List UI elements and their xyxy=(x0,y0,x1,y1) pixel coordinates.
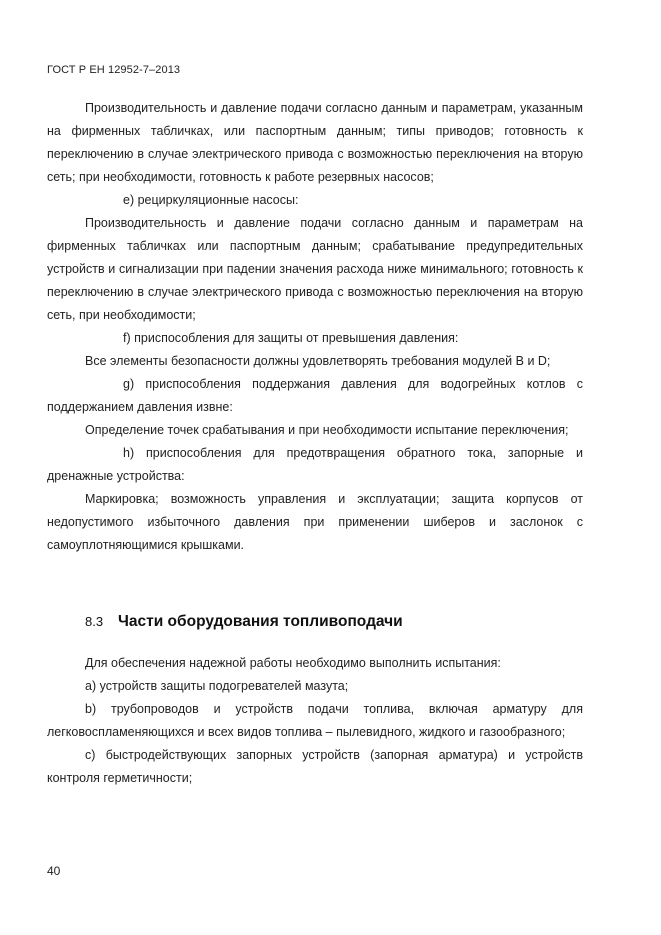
section-number: 8.3 xyxy=(85,614,104,629)
paragraph: Определение точек срабатывания и при необходимости испытание переключения; xyxy=(85,423,569,437)
list-item xyxy=(47,744,583,790)
list-item xyxy=(47,698,583,744)
list-item-text: рециркуляционные насосы: xyxy=(137,193,299,207)
list-item-text: приспособления для защиты от превышения давления: xyxy=(134,331,459,345)
body-block-2 xyxy=(47,652,583,790)
paragraph: Маркировка; возможность управления и эксплуатации; защита корпусов от недопустимого избыточного давления при применении шиберов и заслонок с самоуплотняющимися крышками. xyxy=(47,492,583,552)
list-item-text: быстродействующих запорных устройств (запорная арматура) и устройств контроля герметичности; xyxy=(47,748,583,785)
paragraph: Производительность и давление подачи согласно данным и параметрам на фирменных табличках или паспортным данным; срабатывание предупредительных устройств и сигнализации при падении значения расхода ниже минимального; готовность к переключению в случае электрического привода с возможностью переключения на вторую сеть, при необходимости; xyxy=(47,216,583,322)
list-item xyxy=(47,327,583,350)
section-heading xyxy=(85,613,403,631)
page-number: 40 xyxy=(47,864,61,878)
list-item-text: трубопроводов и устройств подачи топлива, включая арматуру для легковоспламеняющихся и всех видов топлива – пылевидного, жидкого и газообразного; xyxy=(47,702,583,739)
list-item-label: c) xyxy=(85,748,96,762)
list-item xyxy=(47,442,583,488)
list-item-label: b) xyxy=(85,702,97,716)
list-item-label: f) xyxy=(123,331,131,345)
list-item-label: a) xyxy=(85,679,97,693)
document-code-header: ГОСТ Р ЕН 12952-7–2013 xyxy=(47,64,181,76)
list-item-text: приспособления поддержания давления для водогрейных котлов с поддержанием давления извне: xyxy=(47,377,583,414)
list-item xyxy=(47,189,583,212)
list-item xyxy=(47,675,583,698)
list-item-label: g) xyxy=(123,377,135,391)
list-item-text: устройств защиты подогревателей мазута; xyxy=(99,679,349,693)
section-title: Части оборудования топливоподачи xyxy=(118,613,403,630)
list-item-label: е) xyxy=(123,193,135,207)
list-item-text: приспособления для предотвращения обратного тока, запорные и дренажные устройства: xyxy=(47,446,583,483)
paragraph: Производительность и давление подачи согласно данным и параметрам, указанным на фирменных табличках, или паспортным данным; типы приводов; готовность к переключению в случае электрического привода с возможностью переключения на вторую сеть; при необходимости, готовность к работе резервных насосов; xyxy=(47,101,583,184)
list-item-label: h) xyxy=(123,446,135,460)
body-block-1 xyxy=(47,97,583,557)
paragraph: Все элементы безопасности должны удовлетворять требования модулей В и D; xyxy=(85,354,551,368)
paragraph: Для обеспечения надежной работы необходимо выполнить испытания: xyxy=(85,656,501,670)
list-item xyxy=(47,373,583,419)
